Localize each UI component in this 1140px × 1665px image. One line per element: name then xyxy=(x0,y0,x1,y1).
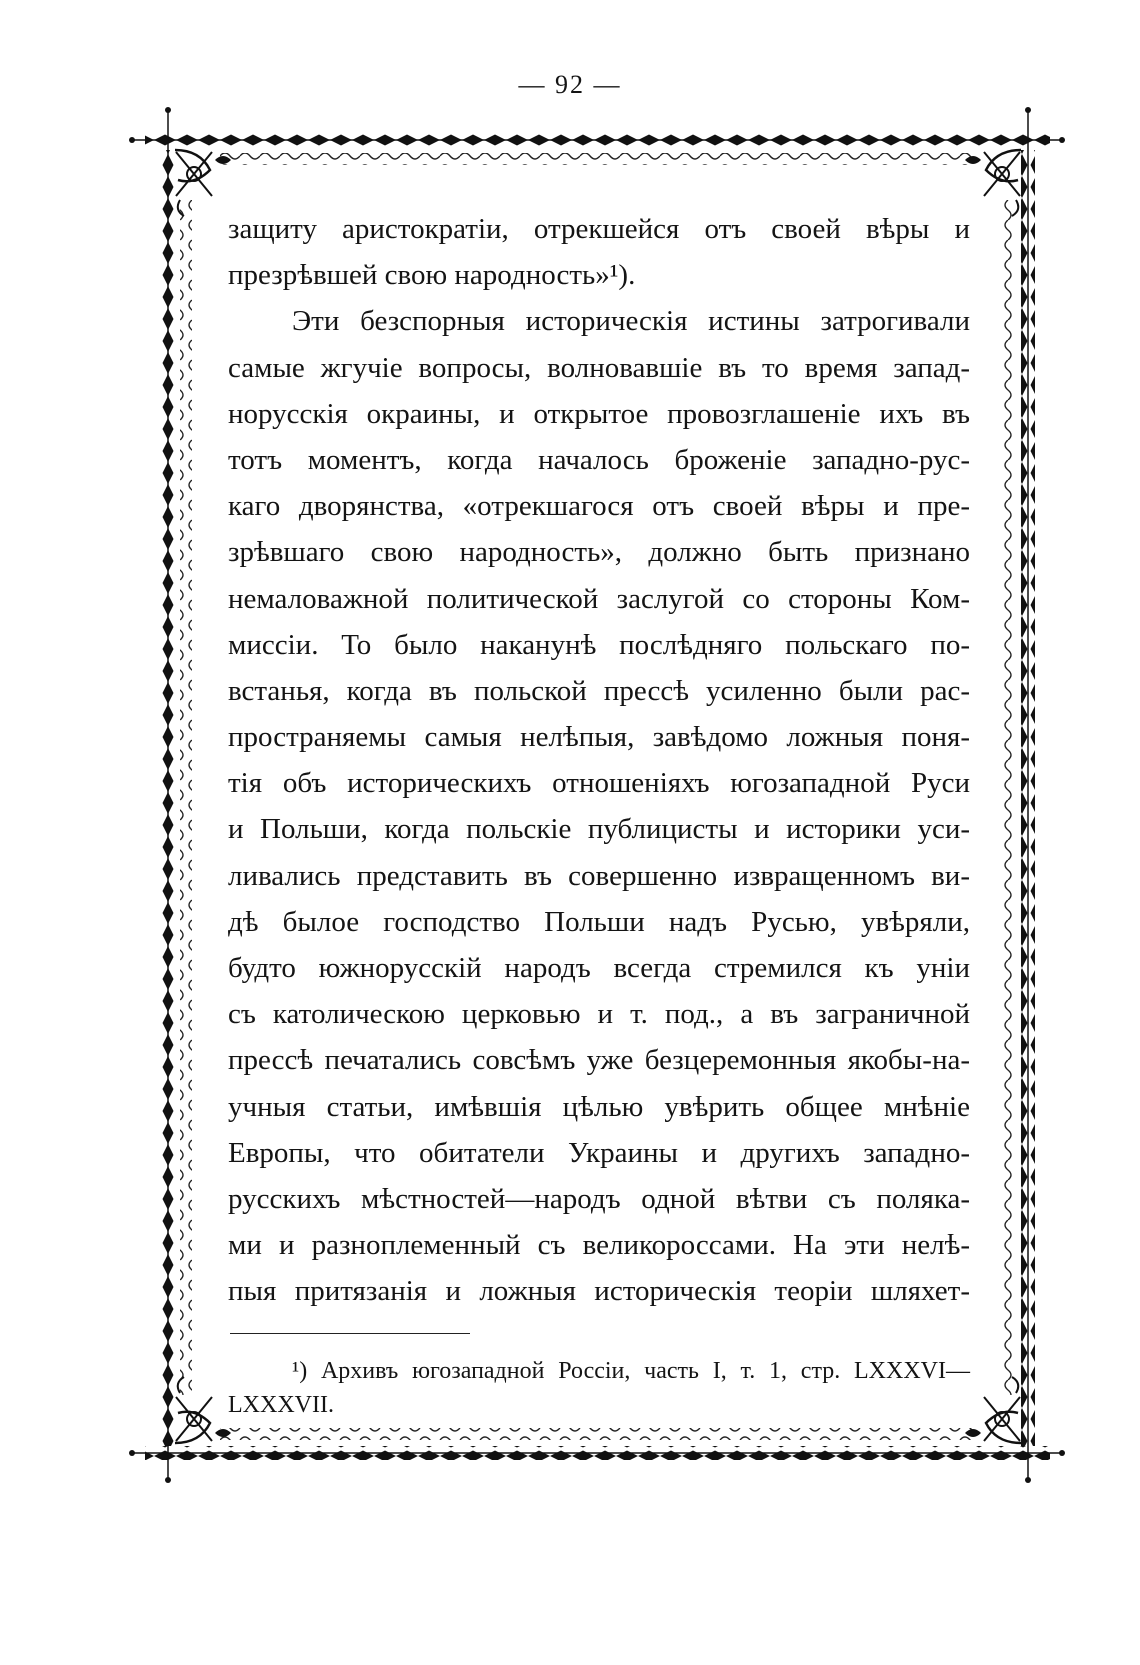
text-line: тія объ историческихъ отношеніяхъ югозападной Руси xyxy=(228,767,970,800)
text-line: съ католическою церковью и т. под., а въ заграничной xyxy=(228,998,970,1031)
text-line: и Польши, когда польскіе публицисты и историки уси- xyxy=(228,813,970,846)
text-line: Европы, что обитатели Украины и другихъ западно- xyxy=(228,1136,970,1169)
text-line: самые жгучіе вопросы, волновавшіе въ то время запад- xyxy=(228,351,970,384)
text-line: встанья, когда въ польской прессѣ усиленно были рас- xyxy=(228,674,970,707)
text-line: будто южнорусскій народъ всегда стремился къ уніи xyxy=(228,952,970,984)
body-text xyxy=(228,206,970,1315)
text-line: прессѣ печатались совсѣмъ уже безцеремонныя якобы-на- xyxy=(228,1044,970,1077)
text-line: немаловажной политической заслугой со стороны Ком- xyxy=(228,582,970,615)
text-line: пыя притязанія и ложныя историческія теоріи шляхет- xyxy=(228,1275,970,1308)
footnote-line: LXXXVII. xyxy=(228,1392,334,1418)
text-line: ми и разноплеменный съ великороссами. На эти нелѣ- xyxy=(228,1229,970,1262)
text-line: дѣ былое господство Польши надъ Русью, увѣряли, xyxy=(228,905,970,938)
page-number: — 92 — xyxy=(518,70,622,99)
text-line: учныя статьи, имѣвшія цѣлью увѣрить общее мнѣніе xyxy=(228,1090,970,1123)
text-line: защиту аристократіи, отрекшейся отъ своей вѣры и xyxy=(228,213,970,245)
text-line: тотъ моментъ, когда началось броженіе западно-рус- xyxy=(228,443,970,476)
footnote-line: ¹) Архивъ югозападной Россіи, часть I, т. 1, стр. LXXXVI— xyxy=(292,1358,970,1384)
text-line: Эти безспорныя историческія истины затрогивали xyxy=(292,305,970,338)
text-line: миссіи. То было наканунѣ послѣдняго польскаго по- xyxy=(228,628,970,661)
text-line: русскихъ мѣстностей—народъ одной вѣтви съ поляка- xyxy=(228,1182,970,1215)
footnote xyxy=(228,1354,970,1422)
text-line: пространяемы самыя нелѣпыя, завѣдомо ложныя поня- xyxy=(228,721,970,754)
text-line: зрѣвшаго свою народность», должно быть признано xyxy=(228,536,970,569)
text-line: норусскія окраины, и открытое провозглашеніе ихъ въ xyxy=(228,397,970,430)
text-line: каго дворянства, «отрекшагося отъ своей вѣры и пре- xyxy=(228,490,970,523)
text-line: ливались представить въ совершенно извращенномъ ви- xyxy=(228,859,970,892)
text-line: презрѣвшей свою народность»¹). xyxy=(228,259,636,292)
footnote-separator xyxy=(230,1333,470,1334)
